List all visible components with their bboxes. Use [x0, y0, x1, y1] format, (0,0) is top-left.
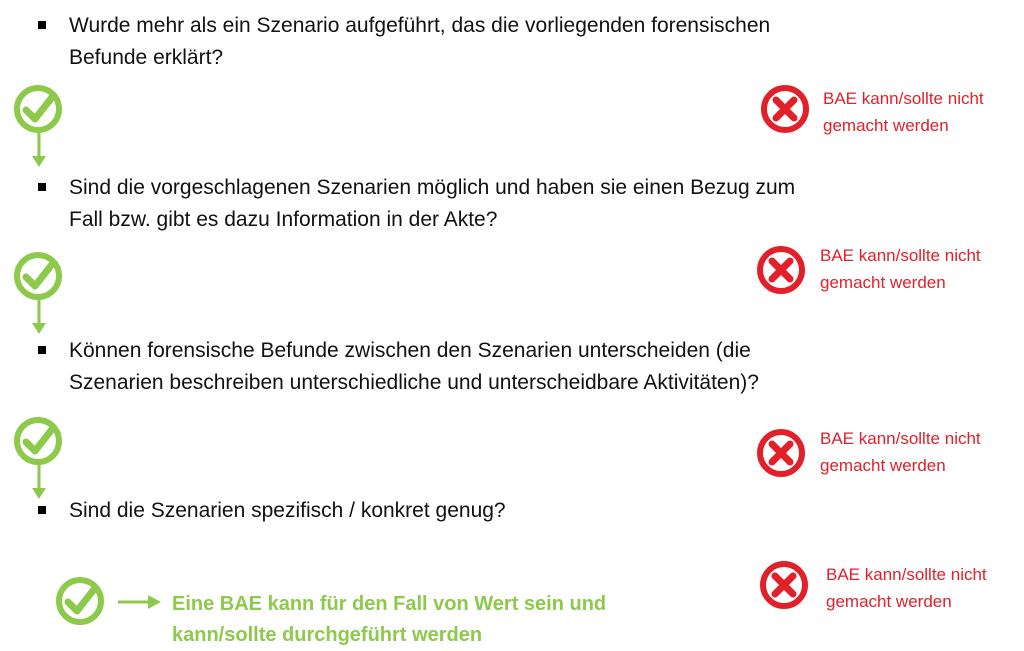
bullet	[38, 21, 46, 29]
check-circle-icon	[12, 251, 66, 337]
question-text	[69, 495, 506, 527]
negative-outcome	[826, 561, 987, 615]
check-circle-icon	[12, 84, 66, 170]
negative-outcome-line: gemacht werden	[820, 456, 946, 475]
check-circle-icon	[12, 416, 66, 502]
negative-outcome	[823, 85, 984, 139]
negative-outcome-line: gemacht werden	[823, 116, 949, 135]
negative-outcome-line: BAE kann/sollte nicht	[820, 246, 981, 265]
negative-outcome-line: BAE kann/sollte nicht	[820, 429, 981, 448]
bullet	[38, 346, 46, 354]
question-line: Fall bzw. gibt es dazu Information in der Akte?	[69, 208, 498, 231]
x-circle-icon	[755, 244, 807, 296]
negative-outcome-line: BAE kann/sollte nicht	[826, 565, 987, 584]
question-line: Sind die vorgeschlagenen Szenarien möglich und haben sie einen Bezug zum	[69, 176, 796, 199]
check-circle-icon	[54, 576, 108, 630]
arrow-icon	[32, 132, 46, 167]
x-circle-icon	[755, 427, 807, 479]
bullet	[38, 506, 46, 514]
arrow-icon	[118, 592, 162, 612]
negative-outcome-line: gemacht werden	[820, 273, 946, 292]
positive-outcome-line: Eine BAE kann für den Fall von Wert sein und	[172, 593, 607, 615]
arrow-icon	[32, 464, 46, 499]
positive-outcome-line: kann/sollte durchgeführt werden	[172, 624, 483, 646]
negative-outcome	[820, 242, 981, 296]
negative-outcome-line: BAE kann/sollte nicht	[823, 89, 984, 108]
question-line: Befunde erklärt?	[69, 46, 224, 69]
x-circle-icon	[759, 83, 811, 135]
question-line: Sind die Szenarien spezifisch / konkret genug?	[69, 499, 506, 522]
positive-outcome	[172, 589, 606, 651]
question-line: Wurde mehr als ein Szenario aufgeführt, das die vorliegenden forensischen	[69, 14, 771, 37]
question-text	[69, 172, 795, 236]
bullet	[38, 183, 46, 191]
question-line: Szenarien beschreiben unterschiedliche und unterscheidbare Aktivitäten)?	[69, 371, 759, 394]
negative-outcome-line: gemacht werden	[826, 592, 952, 611]
question-text	[69, 335, 759, 399]
question-line: Können forensische Befunde zwischen den Szenarien unterscheiden (die	[69, 339, 751, 362]
arrow-icon	[32, 299, 46, 334]
x-circle-icon	[758, 559, 810, 611]
negative-outcome	[820, 425, 981, 479]
question-text	[69, 10, 770, 74]
